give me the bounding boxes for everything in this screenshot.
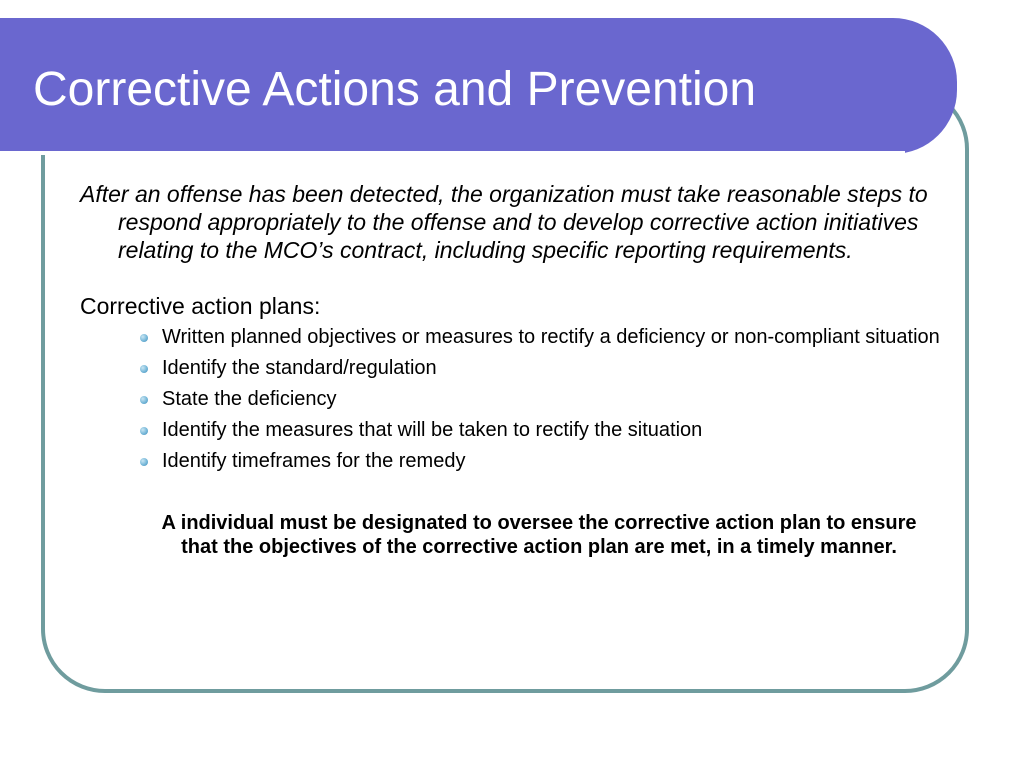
bullet-item: [140, 450, 950, 473]
bullet-list: [80, 326, 950, 473]
bullet-item: [140, 326, 950, 349]
title-band: [0, 18, 957, 154]
bullet-text: Written planned objectives or measures to rectify a deficiency or non-compliant situation: [162, 326, 940, 348]
bullet-item: [140, 419, 950, 442]
bullet-text: State the deficiency: [162, 388, 337, 410]
bullet-dot-icon: [140, 334, 148, 342]
bullet-dot-icon: [140, 458, 148, 466]
bullet-text: Identify timeframes for the remedy: [162, 450, 466, 472]
bullet-item: [140, 388, 950, 411]
emphasis-note: A individual must be designated to oversee the corrective action plan to ensure that the objectives of the corrective action plan are met, in a timely manner.: [161, 512, 917, 558]
bullet-item: [140, 357, 950, 380]
bullet-text: Identify the standard/regulation: [162, 357, 437, 379]
slide-body: [80, 180, 950, 559]
slide-title: Corrective Actions and Prevention: [33, 63, 757, 116]
title-underline: [0, 151, 905, 155]
bullet-dot-icon: [140, 365, 148, 373]
bullet-text: Identify the measures that will be taken to rectify the situation: [162, 419, 703, 441]
lead-paragraph: After an offense has been detected, the organization must take reasonable steps to respond appropriately to the offense and to develop corrective action initiatives relating to the MCO’s contract, including specific reporting requirements.: [80, 181, 928, 263]
bullet-dot-icon: [140, 396, 148, 404]
section-label: Corrective action plans:: [80, 293, 321, 319]
bullet-dot-icon: [140, 427, 148, 435]
